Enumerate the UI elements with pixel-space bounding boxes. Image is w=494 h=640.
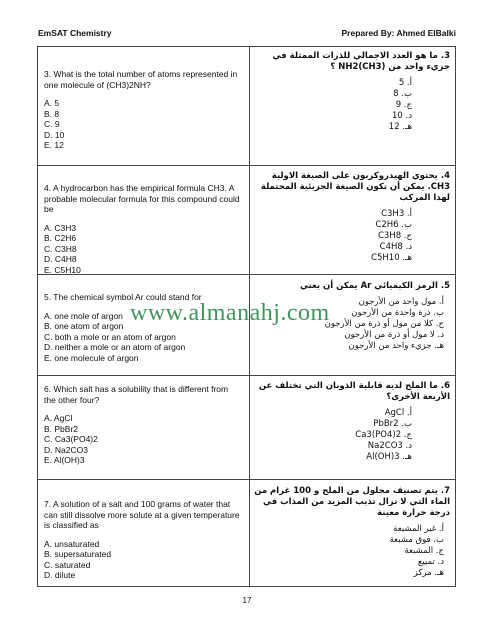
q6-english [44, 384, 242, 466]
q3-en-opt-b: B. 8 [44, 108, 60, 119]
q3-ar-opt-c: ج. 9 [395, 100, 412, 110]
q7-english [44, 499, 242, 581]
q3-en-opt-a: A. 5 [44, 98, 60, 108]
q3-en-opt-e: E. 12 [44, 140, 64, 150]
watermark: www.almanahj.com [130, 300, 330, 326]
q5-en-opt-e: E. one molecule of argon [44, 352, 139, 363]
q5-ar-opt-a: أ. مول واحد من الأرجون [358, 297, 444, 307]
q3-ar-text: 3. ما هو العدد الاجمالي للذرات الممثلة في جزيء واحد من NH2(CH3) ؟ [272, 51, 450, 72]
q4-english [44, 183, 242, 275]
q5-ar-opt-b: ب. ذرة واحدة من الأرجون [351, 308, 444, 318]
q7-en-opt-b: B. supersaturated [44, 549, 112, 559]
q3-en-opt-d: D. 10 [44, 129, 65, 140]
q7-ar-opt-c: ج. المشبعة [404, 546, 444, 556]
q6-ar-text: 6. ما الملح لديه قابلية الذوبان التي تختلف عن الأربعة الأخرى؟ [258, 381, 450, 402]
q3-ar-opt-e: هـ. 12 [388, 122, 412, 132]
q7-arabic [250, 486, 450, 579]
q7-ar-opt-e: هـ. مركز [413, 568, 444, 578]
q3-en-opt-c: C. 9 [44, 119, 60, 129]
q4-arabic [250, 171, 450, 264]
q7-en-opt-d: D. dilute [44, 570, 76, 580]
q3-en-text: 3. What is the total number of atoms represented in one molecule of (CH3)2NH? [44, 69, 238, 90]
page-number: 17 [242, 596, 252, 605]
q4-separator [38, 165, 455, 166]
q4-en-opt-a: A. C3H3 [44, 222, 77, 233]
q4-ar-opt-b: ب. C2H6 [375, 220, 412, 230]
q3-ar-opt-a: أ. 5 [398, 78, 412, 88]
q4-en-opt-e: E. C5H10 [44, 264, 81, 275]
q6-arabic [250, 381, 450, 463]
q3-arabic [250, 51, 450, 133]
q4-en-text: 4. A hydrocarbon has the empirical formula CH3. A probable molecular formula for this compound could be [44, 183, 240, 214]
q4-ar-opt-e: هـ. C5H10 [371, 253, 412, 263]
q7-ar-text: 7. يتم تصنيف محلول من الملح و 100 غرام من الماء التي لا تزال تذيب المزيد من المذاب في درجة حرارة معينة [254, 486, 450, 518]
q7-en-opt-a: A. unsaturated [44, 538, 100, 549]
q3-ar-opt-d: د. 10 [391, 111, 412, 121]
q5-en-text: 5. The chemical symbol Ar could stand for [44, 292, 202, 302]
q4-en-opt-c: C. C3H8 [44, 243, 77, 254]
q5-ar-opt-d: د. لا مول أو ذرة من الأرجون [344, 330, 444, 340]
q7-ar-opt-b: ب. فوق مشبعة [389, 535, 444, 545]
q4-ar-opt-d: د. C4H8 [379, 242, 412, 252]
q6-ar-opt-d: د. Na2CO3 [367, 441, 412, 451]
q7-separator [38, 479, 455, 480]
q7-ar-opt-d: د. تمييع [417, 557, 444, 567]
q5-en-opt-d: D. neither a mole or an atom of argon [44, 342, 186, 352]
q5-en-opt-b: B. one atom of argon [44, 321, 124, 331]
q4-en-opt-d: D. C4H8 [44, 254, 77, 264]
q4-ar-text: 4. يحتوي الهيدروكربون على الصيغة الاولية CH3. يمكن أن تكون الصيغة الجزيئية المحتملة لهذا المركب [260, 171, 450, 203]
q7-ar-opt-a: أ. غير المشبعة [393, 524, 444, 534]
header-left: EmSAT Chemistry [38, 28, 112, 38]
q4-en-opt-b: B. C2H6 [44, 233, 77, 243]
q3-ar-opt-b: ب. 8 [393, 89, 412, 99]
q6-en-opt-e: E. Al(OH)3 [44, 455, 85, 465]
header-right: Prepared By: Ahmed ElBalki [341, 28, 456, 38]
q5-separator [38, 274, 455, 275]
q5-en-opt-a: A. one mole of argon [44, 310, 123, 321]
q6-ar-opt-e: هـ. Al(OH)3 [366, 452, 412, 462]
q4-ar-opt-a: أ. C3H3 [381, 209, 412, 219]
q5-ar-text: 5. الرمز الكيميائي Ar يمكن أن يعني [299, 281, 450, 291]
q5-ar-opt-c: ج. كلا من مول أو ذرة من الأرجون [324, 319, 444, 329]
q6-en-opt-d: D. Na2CO3 [44, 444, 88, 455]
q7-en-opt-c: C. saturated [44, 559, 91, 570]
q4-ar-opt-c: ج. C3H8 [377, 231, 412, 241]
q5-ar-opt-e: هـ. جزيء واحد من الأرجون [348, 341, 444, 351]
q7-en-text: 7. A solution of a salt and 100 grams of water that can still dissolve more solute at a given temperature is classified as [44, 499, 240, 530]
q6-en-opt-b: B. PbBr2 [44, 423, 79, 434]
q6-ar-opt-c: ج. Ca3(PO4)2 [355, 430, 412, 440]
q6-en-text: 6. Which salt has a solubility that is different from the other four? [44, 384, 229, 405]
q5-en-opt-c: C. both a mole or an atom of argon [44, 331, 176, 342]
q3-english [44, 69, 242, 151]
q6-ar-opt-b: ب. PbBr2 [373, 419, 412, 429]
q6-separator [38, 375, 455, 376]
q6-en-opt-a: A. AgCl [44, 413, 73, 423]
q6-ar-opt-a: أ. AgCl [384, 408, 412, 418]
q6-en-opt-c: C. Ca3(PO4)2 [44, 434, 98, 444]
